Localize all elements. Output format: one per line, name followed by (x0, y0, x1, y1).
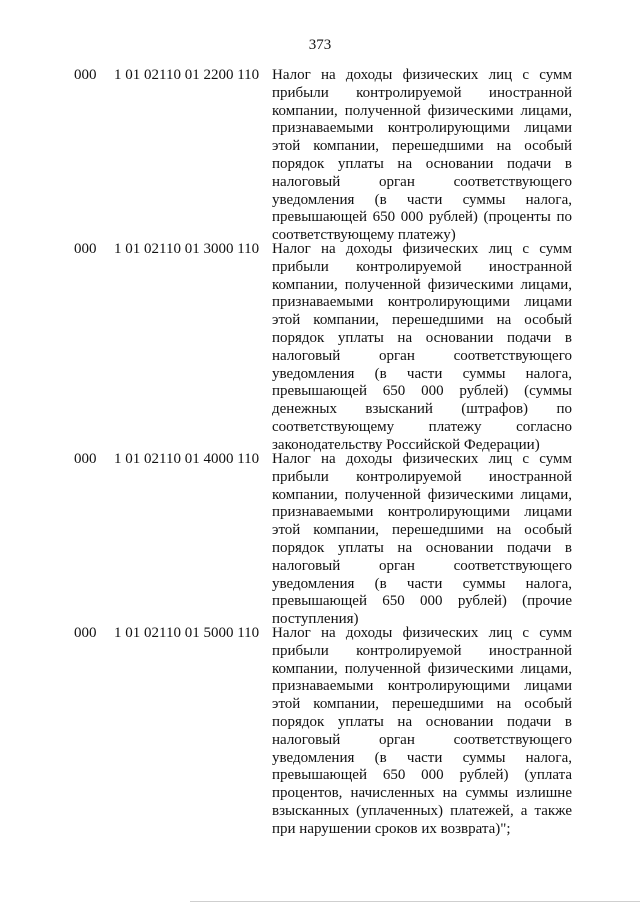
budget-classification-list (0, 67, 640, 837)
income-description: Налог на доходы физических лиц с сумм прибыли контролируемой иностранной компании, полученной физическими лицами, признаваемыми контролирующими лицами этой компании, перешедшими на особый порядок уплаты на основании подачи в налоговый орган соответствующего уведомления (в части суммы налога, превышающей 650 000 рублей) (прочие поступления) (272, 451, 572, 628)
budget-classification-code: 1 01 02110 01 4000 110 (114, 451, 260, 467)
budget-classification-code: 1 01 02110 01 3000 110 (114, 241, 260, 257)
list-item (0, 241, 640, 451)
list-item (0, 625, 640, 837)
budget-classification-code: 1 01 02110 01 2200 110 (114, 67, 260, 83)
list-item (0, 451, 640, 628)
scan-edge-line (190, 901, 640, 902)
income-description: Налог на доходы физических лиц с сумм прибыли контролируемой иностранной компании, полученной физическими лицами, признаваемыми контролирующими лицами этой компании, перешедшими на особый порядок уплаты на основании подачи в налоговый орган соответствующего уведомления (в части суммы налога, превышающей 650 000 рублей) (суммы денежных взысканий (штрафов) по соответствующему платежу согласно законодательству Российской Федерации) (272, 241, 572, 453)
administrator-code: 000 (74, 451, 97, 467)
administrator-code: 000 (74, 67, 97, 83)
administrator-code: 000 (74, 625, 97, 641)
list-item (0, 67, 640, 244)
budget-classification-code: 1 01 02110 01 5000 110 (114, 625, 260, 641)
page-number: 373 (308, 37, 332, 53)
income-description: Налог на доходы физических лиц с сумм прибыли контролируемой иностранной компании, полученной физическими лицами, признаваемыми контролирующими лицами этой компании, перешедшими на особый порядок уплаты на основании подачи в налоговый орган соответствующего уведомления (в части суммы налога, превышающей 650 000 рублей) (уплата процентов, начисленных на суммы излишне взысканных (уплаченных) платежей, а также при нарушении сроков их возврата)"; (272, 625, 572, 837)
income-description: Налог на доходы физических лиц с сумм прибыли контролируемой иностранной компании, полученной физическими лицами, признаваемыми контролирующими лицами этой компании, перешедшими на особый порядок уплаты на основании подачи в налоговый орган соответствующего уведомления (в части суммы налога, превышающей 650 000 рублей) (проценты по соответствующему платежу) (272, 67, 572, 244)
administrator-code: 000 (74, 241, 97, 257)
